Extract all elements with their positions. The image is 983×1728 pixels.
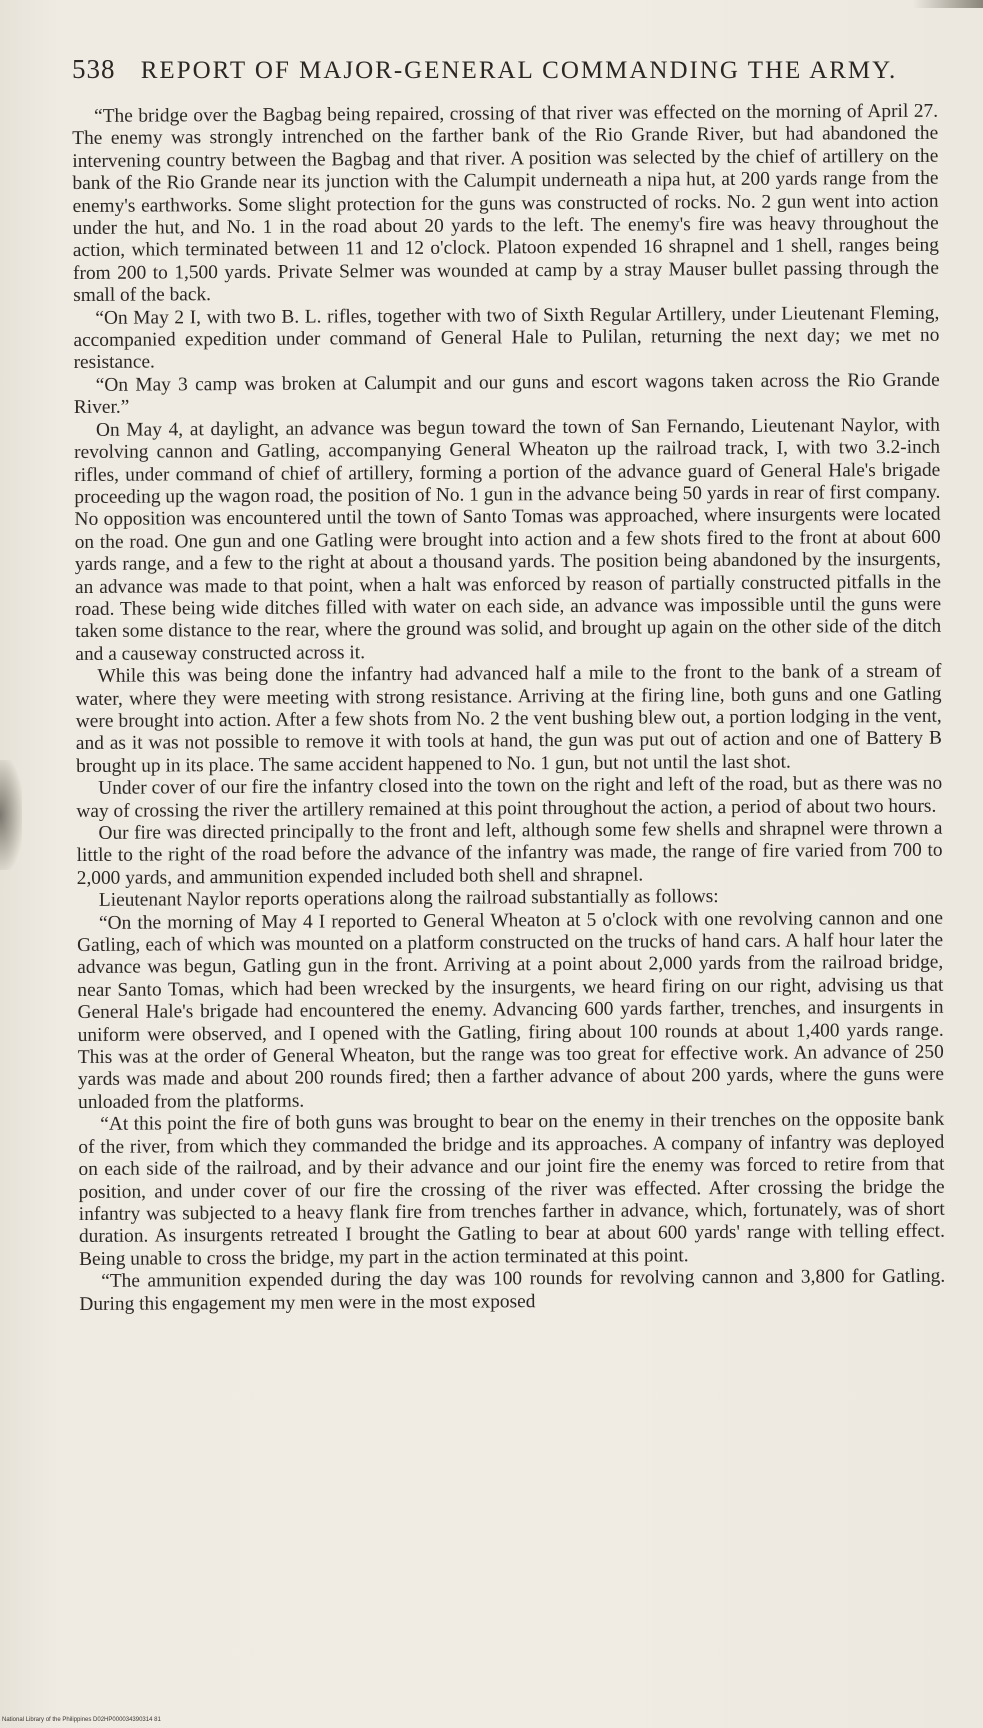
running-title: REPORT OF MAJOR-GENERAL COMMANDING THE ARMY. — [140, 57, 898, 84]
body-text — [72, 101, 945, 1316]
paragraph: On May 4, at daylight, an advance was begun toward the town of San Fernando, Lieutenant Naylor, with revolving cannon and Gatling, accompanying General Wheaton up the railroad track, I, with two 3.2-inch rifles, under command of chief of artillery, forming a portion of the advance guard of General Hale's brigade proceeding up the wagon road, the position of No. 1 gun in the advance being 50 yards in rear of first company. No opposition was encountered until the town of Santo Tomas was approached, where insurgents were located on the road. One gun and one Gatling were brought into action and a few shots fired to the front at about 600 yards range, and a few to the right at about a thousand yards. The position being abandoned by the insurgents, an advance was made to that point, when a halt was enforced by reason of partially constructed pitfalls in the road. These being wide ditches filled with water on each side, an advance was impossible until the guns were taken some distance to the rear, where the ground was solid, and brought up again on the other side of the ditch and a causeway constructed across it. — [74, 414, 942, 665]
paragraph: “At this point the fire of both guns was brought to bear on the enemy in their trenches on the opposite bank of the river, from which they commanded the bridge and its approaches. A company of infantry was deployed on each side of the railroad, and by their advance and our joint fire the enemy was forced to retire from that position, and under cover of our fire the crossing of the river was effected. After crossing the bridge the infantry was subjected to a heavy flank fire from trenches farther in advance, which, fortunately, was of short duration. As insurgents retreated I brought the Gatling to bear at about 600 yards' range with telling effect. Being unable to cross the bridge, my part in the action terminated at this point. — [78, 1108, 945, 1270]
paragraph: Under cover of our fire the infantry closed into the town on the right and left of the road, but as there was no way of crossing the river the artillery remained at this point throughout the action, a period of about two hours. — [76, 772, 943, 822]
paragraph: Our fire was directed principally to the front and left, although some few shells and shrapnel were thrown a little to the right of the road before the advance of the infantry was made, the range of fire varied from 700 to 2,000 yards, and ammunition expended included both shell and shrapnel. — [76, 817, 943, 889]
paragraph: “On the morning of May 4 I reported to General Wheaton at 5 o'clock with one revolving cannon and one Gatling, each of which was mounted on a platform constructed on the trucks of hand cars. A half hour later the advance was begun, Gatling gun in the front. Arriving at a point about 2,000 yards from the railroad bridge, near Santo Tomas, which had been wrecked by the insurgents, we heard firing on our right, advising us that General Hale's brigade had encountered the enemy. Advancing 600 yards farther, trenches, and insurgents in uniform were observed, and I opened with the Gatling, firing about 100 rounds at about 1,400 yards range. This was at the order of General Wheaton, but the range was too great for effective work. An advance of 250 yards was made and about 200 rounds fired; then a farther advance of about 200 yards, where the guns were unloaded from the platforms. — [77, 907, 944, 1113]
running-header — [72, 54, 932, 85]
paragraph: “On May 3 camp was broken at Calumpit and our guns and escort wagons taken across the Rio Grande River.” — [73, 369, 940, 419]
paragraph: Lieutenant Naylor reports operations along the railroad substantially as follows: — [98, 886, 719, 912]
binding-shadow — [0, 760, 22, 870]
paragraph: “The bridge over the Bagbag being repaired, crossing of that river was effected on the morning of April 27. The enemy was strongly intrenched on the farther bank of the Rio Grande River, but had abandoned the intervening country between the Bagbag and that river. A position was selected by the chief of artillery on the bank of the Rio Grande near its junction with the Calumpit underneath a nipa hut, at 200 yards range from the enemy's earthworks. Some slight protection for the guns was constructed of rocks. No. 2 gun went into action under the hut, and No. 1 in the road about 20 yards to the left. The enemy's fire was heavy throughout the action, which terminated between 11 and 12 o'clock. Platoon expended 16 shrapnel and 1 shell, ranges being from 200 to 1,500 yards. Private Selmer was wounded at camp by a stray Mauser bullet passing through the small of the back. — [72, 100, 940, 307]
paragraph: “The ammunition expended during the day was 100 rounds for revolving cannon and 3,800 for Gatling. During this engagement my men were in the most exposed — [79, 1265, 946, 1315]
scan-edge-mark — [913, 0, 983, 8]
paragraph: While this was being done the infantry had advanced half a mile to the front to the bank of a stream of water, where they were meeting with strong resistance. Arriving at the firing line, both guns and one Gatling were brought into action. After a few shots from No. 2 the vent bushing blew out, a portion lodging in the vent, and as it was not possible to remove it with tools at hand, the gun was put out of action and one of Battery B brought up in its place. The same accident happened to No. 1 gun, but not until the last shot. — [75, 660, 942, 777]
digitization-footer: National Library of the Philippines D02HP000034390314 81 — [2, 1717, 161, 1723]
page-number: 538 — [72, 54, 116, 84]
paragraph: “On May 2 I, with two B. L. rifles, together with two of Sixth Regular Artillery, under Lieutenant Fleming, accompanied expedition under command of General Hale to Pulilan, returning the next day; we met no resistance. — [73, 302, 940, 374]
